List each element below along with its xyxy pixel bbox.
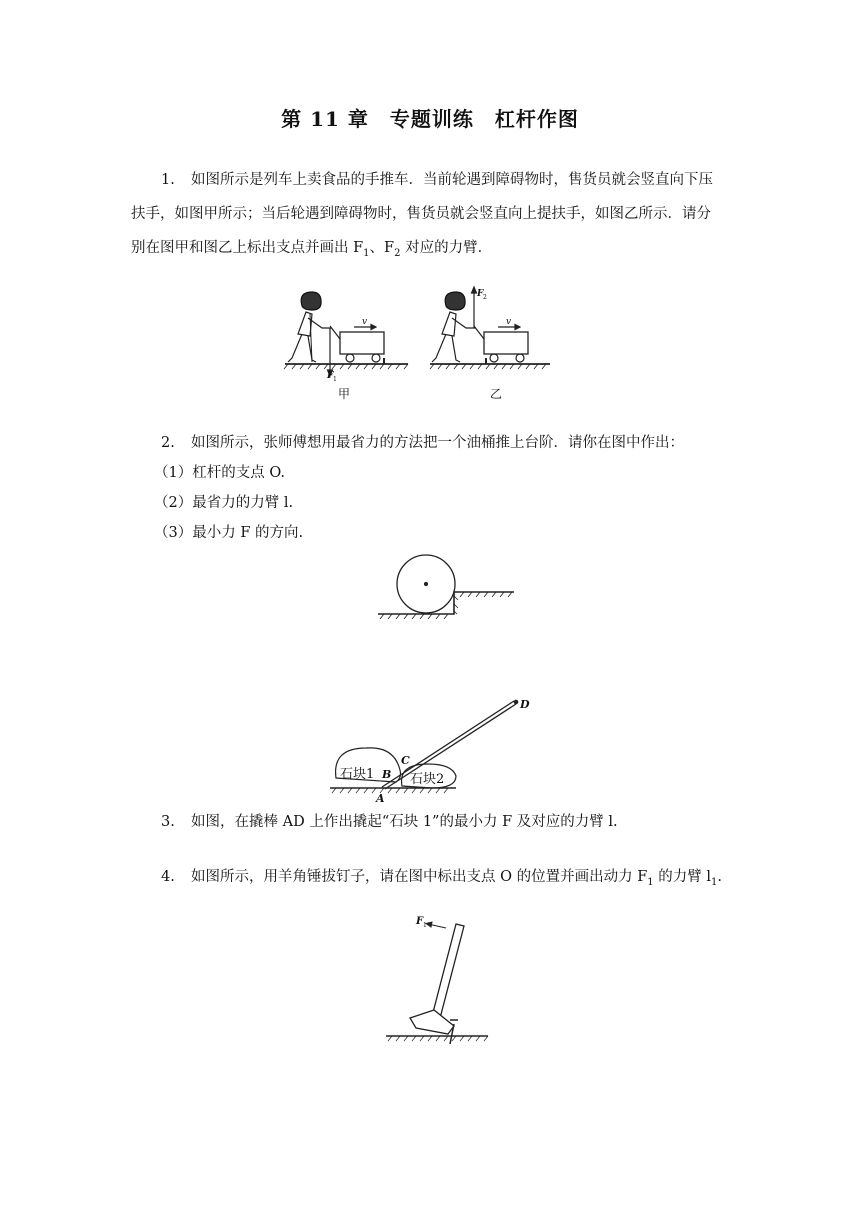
f1-label-sub: 1	[423, 922, 427, 929]
person-jia	[288, 292, 332, 362]
q2-text-1: 如图所示，张师傅想用最省力的方法把一个油桶推上台阶．请你在图中作出：	[191, 435, 684, 451]
q4-sub-1: 1	[647, 876, 654, 888]
f2-label-sub: 2	[483, 294, 487, 301]
person-yi	[432, 292, 476, 362]
q1-text-1: 如图所示是列车上卖食品的手推车．当前轮遇到障碍物时，售货员就会竖直向下压	[191, 172, 713, 188]
f1-label: F	[416, 916, 424, 927]
q2-item-3: （3）最小力 F 的方向.	[154, 525, 304, 541]
q4-line	[161, 867, 722, 893]
q4-figure	[384, 908, 494, 1054]
q3-text: 如图，在撬棒 AD 上作出撬起“石块 1”的最小力 F 及对应的力臂 l.	[191, 814, 618, 830]
stone1-label: 石块1	[340, 767, 375, 782]
q3-figure	[330, 694, 540, 806]
f1-label-sub: 1	[333, 376, 337, 383]
q4-text-a: 如图所示，用羊角锤拔钉子，请在图中标出支点 O 的位置并画出动力 F	[191, 869, 648, 885]
crowbar-upper	[382, 701, 514, 787]
q1-sub-2: 2	[394, 247, 401, 259]
cart-body-jia	[340, 332, 384, 354]
q4-number: 4.	[161, 869, 175, 885]
wheel-rear-jia	[372, 354, 380, 362]
q1-number: 1.	[161, 172, 175, 188]
hammer-head	[410, 1010, 454, 1034]
label-yi: 乙	[490, 387, 503, 401]
q3-line	[161, 812, 618, 832]
q1-text-2: 扶手，如图甲所示；当后轮遇到障碍物时，售货员就会竖直向上提扶手，如图乙所示．请分	[131, 206, 711, 222]
label-b: B	[382, 768, 392, 781]
q1-line1	[161, 170, 713, 190]
q2-item-2: （2）最省力的力臂 l.	[154, 495, 294, 511]
label-jia: 甲	[338, 387, 351, 401]
q2-figure	[376, 548, 516, 624]
page-title: 第 11 章 专题训练 杠杆作图	[281, 107, 579, 131]
crowbar-lower	[385, 704, 516, 789]
f2-label: F	[477, 289, 484, 299]
barrel-center	[424, 582, 427, 585]
f1-label: F	[327, 371, 334, 381]
wheel-rear-yi	[516, 354, 524, 362]
v-label-yi: v	[506, 317, 512, 327]
v-label-jia: v	[362, 317, 368, 327]
q4-text-c: .	[717, 869, 722, 885]
stone2-label: 石块2	[410, 772, 445, 787]
cart-body-yi	[484, 332, 528, 354]
label-c: C	[401, 754, 410, 767]
q1-text-3c: 对应的力臂．	[400, 240, 493, 256]
q1-sub-1: 1	[363, 247, 370, 259]
wheel-front-jia	[346, 354, 354, 362]
q3-number: 3.	[161, 814, 175, 830]
wheel-front-yi	[490, 354, 498, 362]
q2-item-1: （1）杠杆的支点 O.	[154, 465, 285, 481]
label-a: A	[376, 792, 385, 805]
label-d: D	[520, 698, 530, 711]
q4-text-b: 的力臂 l	[653, 869, 712, 885]
q1-text-3a: 别在图甲和图乙上标出支点并画出 F	[131, 240, 364, 256]
q4-sub-2: 1	[711, 876, 718, 888]
q2-line1	[161, 433, 684, 453]
q1-line3	[131, 238, 492, 264]
q1-figure	[280, 284, 580, 406]
q1-text-3b: 、F	[369, 240, 395, 256]
q2-number: 2.	[161, 435, 175, 451]
point-d	[514, 700, 518, 704]
